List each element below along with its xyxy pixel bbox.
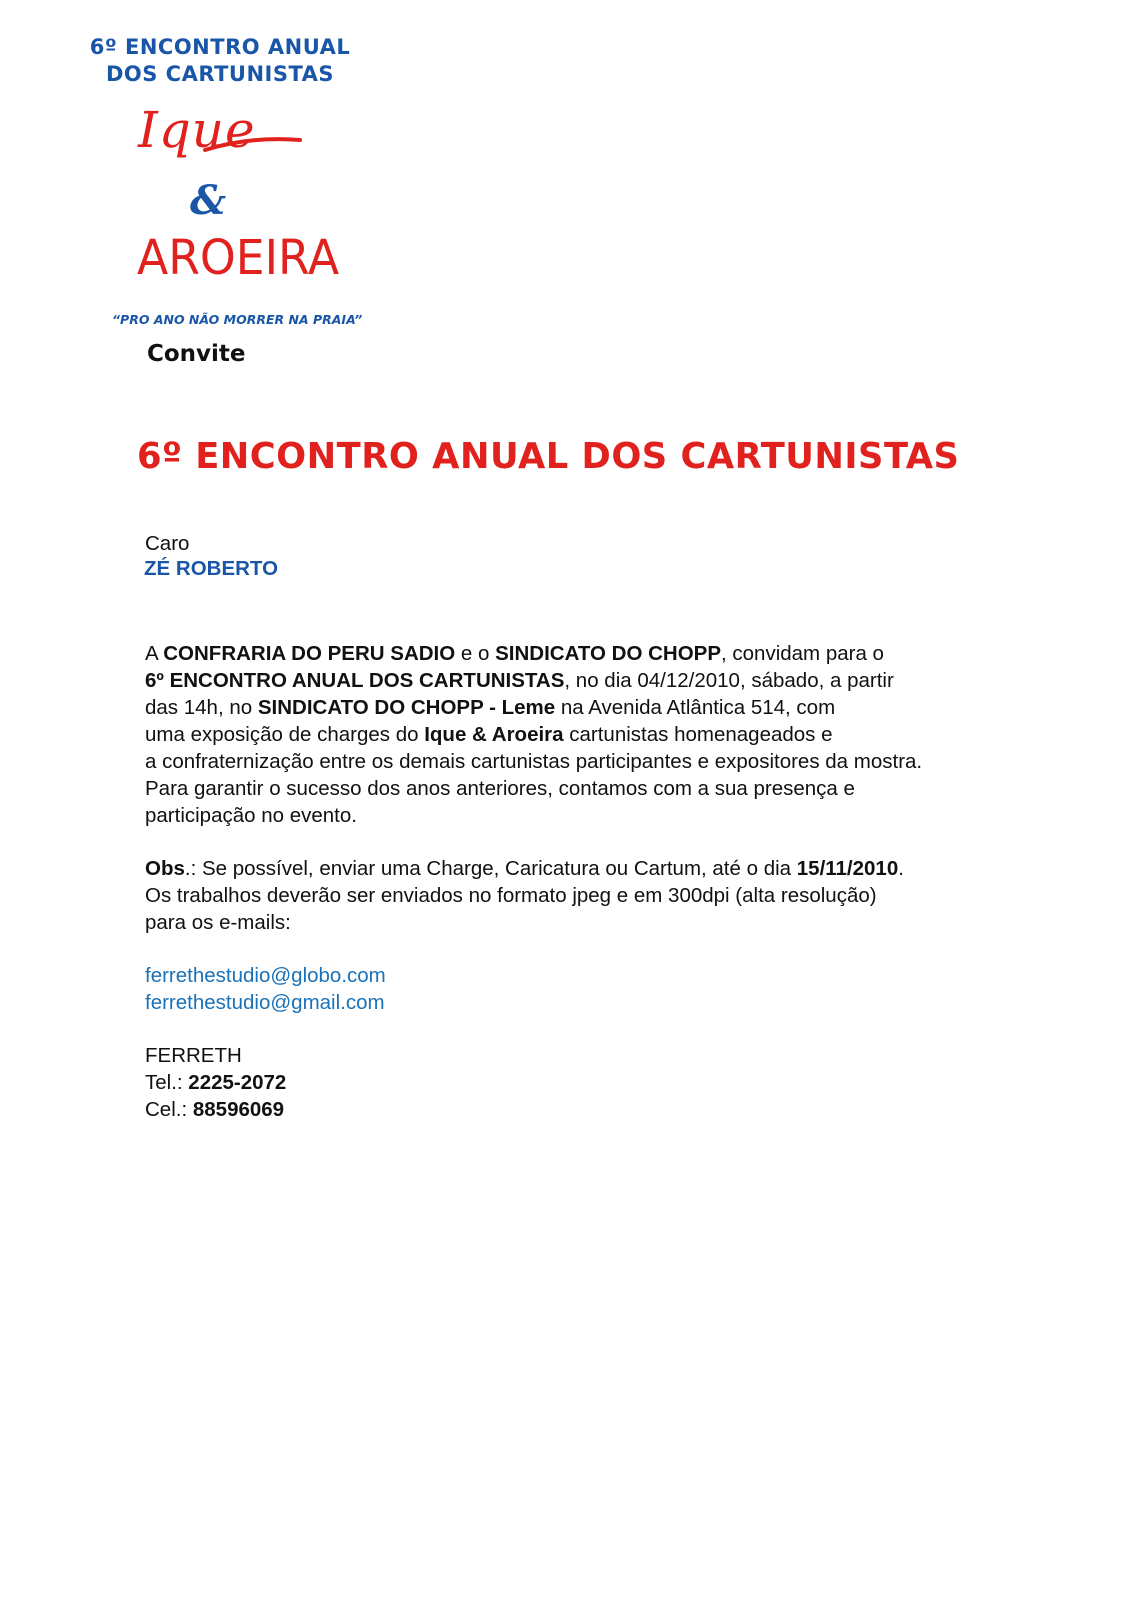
logo-underline-stroke bbox=[200, 128, 310, 168]
obs-label: Obs bbox=[145, 857, 185, 880]
tel-number: 2225-2072 bbox=[188, 1071, 287, 1094]
invitation-body bbox=[145, 640, 1045, 829]
email-link[interactable]: ferrethestudio@gmail.com bbox=[145, 991, 385, 1014]
obs-text: . bbox=[898, 857, 904, 880]
signature-name: FERRETH bbox=[145, 1044, 242, 1067]
signature-tel bbox=[145, 1069, 286, 1096]
cel-label: Cel.: bbox=[145, 1098, 193, 1121]
main-title: 6º ENCONTRO ANUAL DOS CARTUNISTAS bbox=[137, 436, 960, 477]
obs-block bbox=[145, 855, 1045, 936]
obs-text: .: Se possível, enviar uma Charge, Caricatura ou Cartum, até o dia bbox=[184, 857, 797, 880]
signature bbox=[145, 1042, 286, 1123]
body-line bbox=[145, 721, 1045, 748]
logo-ique: Ique bbox=[138, 101, 256, 159]
obs-line bbox=[145, 855, 1045, 882]
body-line bbox=[145, 694, 1045, 721]
body-text: cartunistas homenageados e bbox=[563, 723, 833, 746]
body-bold: SINDICATO DO CHOPP bbox=[495, 642, 721, 665]
email-list bbox=[145, 962, 386, 1016]
cel-number: 88596069 bbox=[192, 1098, 285, 1121]
body-text: , no dia 04/12/2010, sábado, a partir bbox=[564, 669, 894, 692]
convite-label: Convite bbox=[147, 341, 246, 367]
body-bold: CONFRARIA DO PERU SADIO bbox=[163, 642, 456, 665]
body-text: uma exposição de charges do bbox=[145, 723, 425, 746]
body-line: a confraternização entre os demais cartunistas participantes e expositores da mostra. bbox=[145, 750, 923, 773]
body-text: das 14h, no bbox=[145, 696, 258, 719]
signature-cel bbox=[145, 1096, 286, 1123]
email-link[interactable]: ferrethestudio@globo.com bbox=[145, 964, 386, 987]
body-text: na Avenida Atlântica 514, com bbox=[555, 696, 836, 719]
tel-label: Tel.: bbox=[145, 1071, 189, 1094]
body-line: participação no evento. bbox=[145, 804, 357, 827]
header-title-line1: 6º ENCONTRO ANUAL bbox=[89, 35, 351, 59]
logo-aroeira: AROEIRA bbox=[137, 230, 340, 286]
tagline: “PRO ANO NÃO MORRER NA PRAIA” bbox=[112, 312, 363, 327]
body-bold: 6º ENCONTRO ANUAL DOS CARTUNISTAS bbox=[145, 669, 565, 692]
salutation: Caro bbox=[145, 532, 190, 555]
body-text: A bbox=[145, 642, 164, 665]
header-title-line2: DOS CARTUNISTAS bbox=[105, 62, 335, 86]
recipient-name: ZÉ ROBERTO bbox=[144, 557, 279, 580]
body-text: e o bbox=[455, 642, 496, 665]
body-line bbox=[145, 640, 1045, 667]
body-line: Para garantir o sucesso dos anos anteriores, contamos com a sua presença e bbox=[145, 777, 855, 800]
logo-ampersand: & bbox=[190, 177, 227, 224]
obs-line: para os e-mails: bbox=[145, 911, 291, 934]
body-bold: Ique & Aroeira bbox=[424, 723, 564, 746]
obs-line: Os trabalhos deverão ser enviados no formato jpeg e em 300dpi (alta resolução) bbox=[145, 884, 877, 907]
body-line bbox=[145, 667, 1045, 694]
header-title bbox=[60, 34, 380, 88]
obs-deadline: 15/11/2010 bbox=[796, 857, 899, 880]
body-bold: SINDICATO DO CHOPP - Leme bbox=[257, 696, 556, 719]
body-text: , convidam para o bbox=[721, 642, 884, 665]
